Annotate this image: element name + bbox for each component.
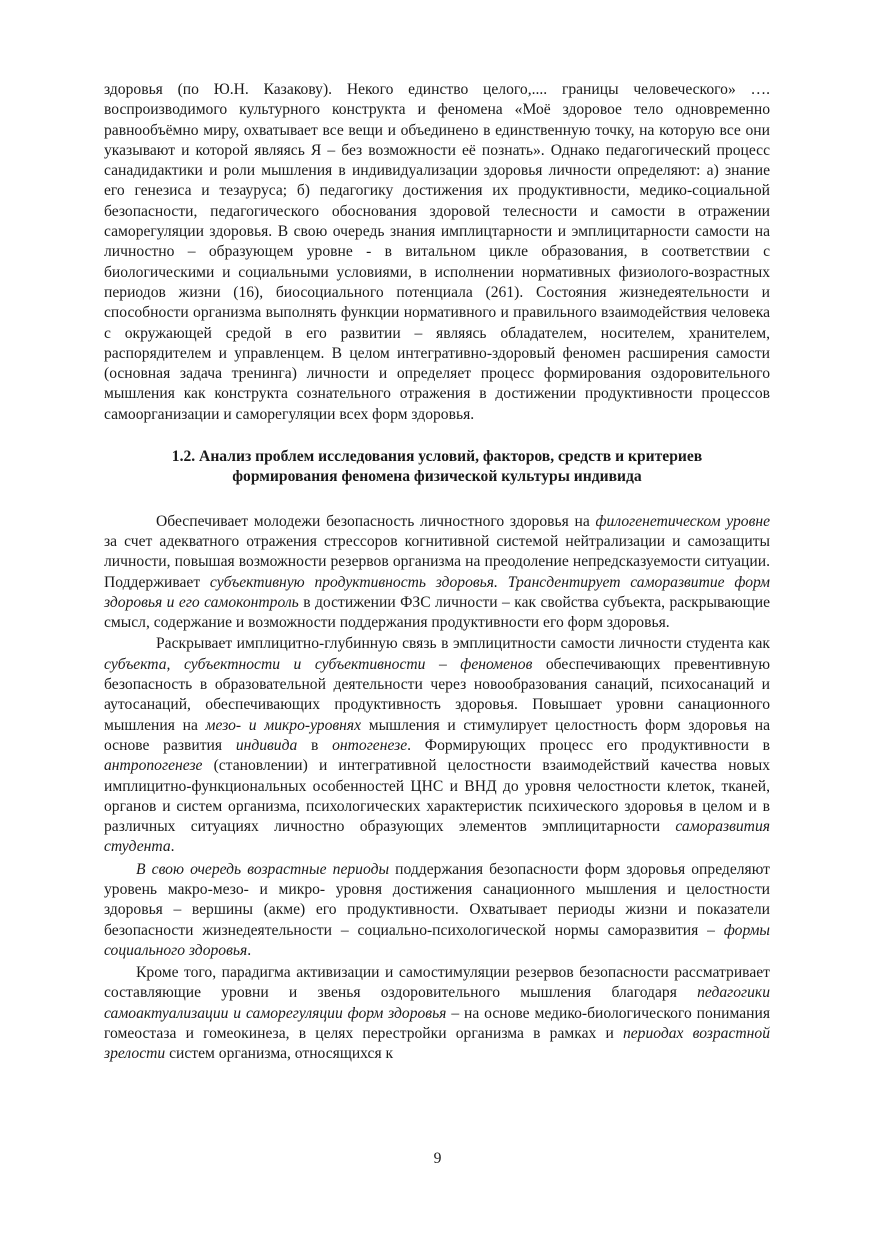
text-run: .: [170, 838, 175, 856]
italic-run: филогенетическом уровне: [595, 512, 771, 530]
text-run: в: [297, 736, 333, 754]
text-run: Раскрывает имплицитно-глубинную связь в эмплицитности самости личности студента как: [156, 635, 770, 653]
italic-run: онтогенезе: [332, 736, 408, 754]
section-heading-line-1: 1.2. Анализ проблем исследования условий, факторов, средств и критериев: [171, 448, 703, 466]
italic-run: В свою очередь возрастные периоды: [136, 860, 390, 878]
text-run: обеспечивающих превентивную безопасность в образовательной деятельности через новообразования санаций, психосанаций и аутосанаций, обеспечивающих продуктивность здоровья. Повышает уровни санационного мышления на: [104, 655, 770, 734]
paragraph-implicit-link: [104, 634, 770, 857]
section-heading-line-2: формирования феномена физической культуры индивида: [232, 468, 642, 486]
italic-run: субъективную продуктивность здоровья. Трансдентирует саморазвитие форм здоровья и его самоконтроль: [104, 573, 770, 611]
italic-run: педагогики самоактуализации и саморегуляции форм здоровья: [104, 984, 770, 1022]
text-run: за счет адекватного отражения стрессоров когнитивной системой нейтрализации и самозащиты личности, повышая возможности резервов организма на преодоление непредсказуемости ситуации. Поддерживает: [104, 532, 770, 591]
text-run: – на основе медико-биологического понимания гомеостаза и гомеокинеза, в целях перестройки организма в рамках и: [104, 1004, 770, 1043]
text-run: систем организма, относящихся к: [165, 1045, 394, 1063]
text-run: в достижении ФЗС личности – как свойства субъекта, раскрывающие смысл, содержание и возможности поддержания продуктивности его форм здоровья.: [104, 593, 770, 632]
page-number: 9: [433, 1150, 442, 1167]
paragraph-paradigm: [104, 963, 770, 1064]
italic-run: антропогенезе: [104, 757, 203, 775]
italic-run: индивида: [235, 736, 298, 754]
text-run: . Формирующих процесс его продуктивности в: [407, 736, 770, 754]
paragraph-age-periods: [104, 860, 770, 961]
text-run: .: [247, 941, 252, 959]
text-run: Обеспечивает молодежи безопасность личностного здоровья на: [156, 512, 596, 530]
italic-run: саморазвития студента: [104, 818, 770, 856]
italic-run: формы социального здоровья: [104, 921, 770, 959]
text-run: мышления и стимулирует целостность форм здоровья на основе развития: [104, 716, 770, 754]
section-heading: [104, 447, 770, 488]
italic-run: субъекта, субъектности и субъективности – феноменов: [104, 655, 533, 673]
paragraph-phylogenetic: [104, 512, 770, 634]
page-body: [104, 80, 770, 1065]
italic-run: периодах возрастной зрелости: [104, 1025, 770, 1063]
paragraph-continuation: [104, 80, 770, 425]
text-run: Кроме того, парадигма активизации и самостимуляции резервов безопасности рассматривает составляющие уровни и звенья оздоровительного мышления благодаря: [104, 964, 770, 1002]
text-run: поддержания безопасности форм здоровья определяют уровень макро-мезо- и микро- уровня достижения санационного мышления и целостности здоровья – вершины (акме) его продуктивности. Охватывает периоды жизни и показатели безопасности жизнедеятельности – социально-психологической нормы саморазвития –: [104, 860, 770, 939]
italic-run: мезо- и микро-уровнях: [205, 716, 362, 734]
paragraph-text: здоровья (по Ю.Н. Казакову). Некого единство целого,.... границы человеческого» …. воспроизводимого культурного конструкта и феномена «Моё здоровое тело одновременно равнообъёмно миру, охватывает все вещи и объединено в единственную точку, на которую все они указывают и которой являясь Я – без возможности её познать». Однако педагогический процесс санадидактики и роли мышления в индивидуализации здоровья личности определяют: а) знание его генезиса и тезауруса; б) педагогику достижения их продуктивности, медико-социальной безопасности, педагогического обоснования здоровой телесности и самости в отражении саморегуляции здоровья. В свою очередь знания имплицтарности и эмплицитарности самости на личностно – образующем уровне - в витальном цикле образования, в соответствии с биологическими и социальными условиями, в исполнении нормативных физиолого-возрастных периодов жизни (16), биосоциального потенциала (261). Состояния жизнедеятельности и способности организма выполнять функции нормативного и правильного взаимодействия человека с окружающей средой в его развитии – являясь обладателем, носителем, хранителем, распорядителем и управленцем. В целом интегративно-здоровый феномен расширения самости (основная задача тренинга) личности и определяет процесс формирования оздоровительного мышления как конструкта сознательного отражения в достижении продуктивности процессов самоорганизации и саморегуляции всех форм здоровья.: [104, 81, 770, 423]
text-run: (становлении) и интегративной целостности взаимодействий качества новых имплицитно-функциональных особенностей ЦНС и ВНД до уровня челостности клеток, тканей, органов и систем организма, психологических характеристик психического здоровья в целом и в различных ситуациях личностно образующих элементов эмплицитарности: [104, 757, 770, 836]
